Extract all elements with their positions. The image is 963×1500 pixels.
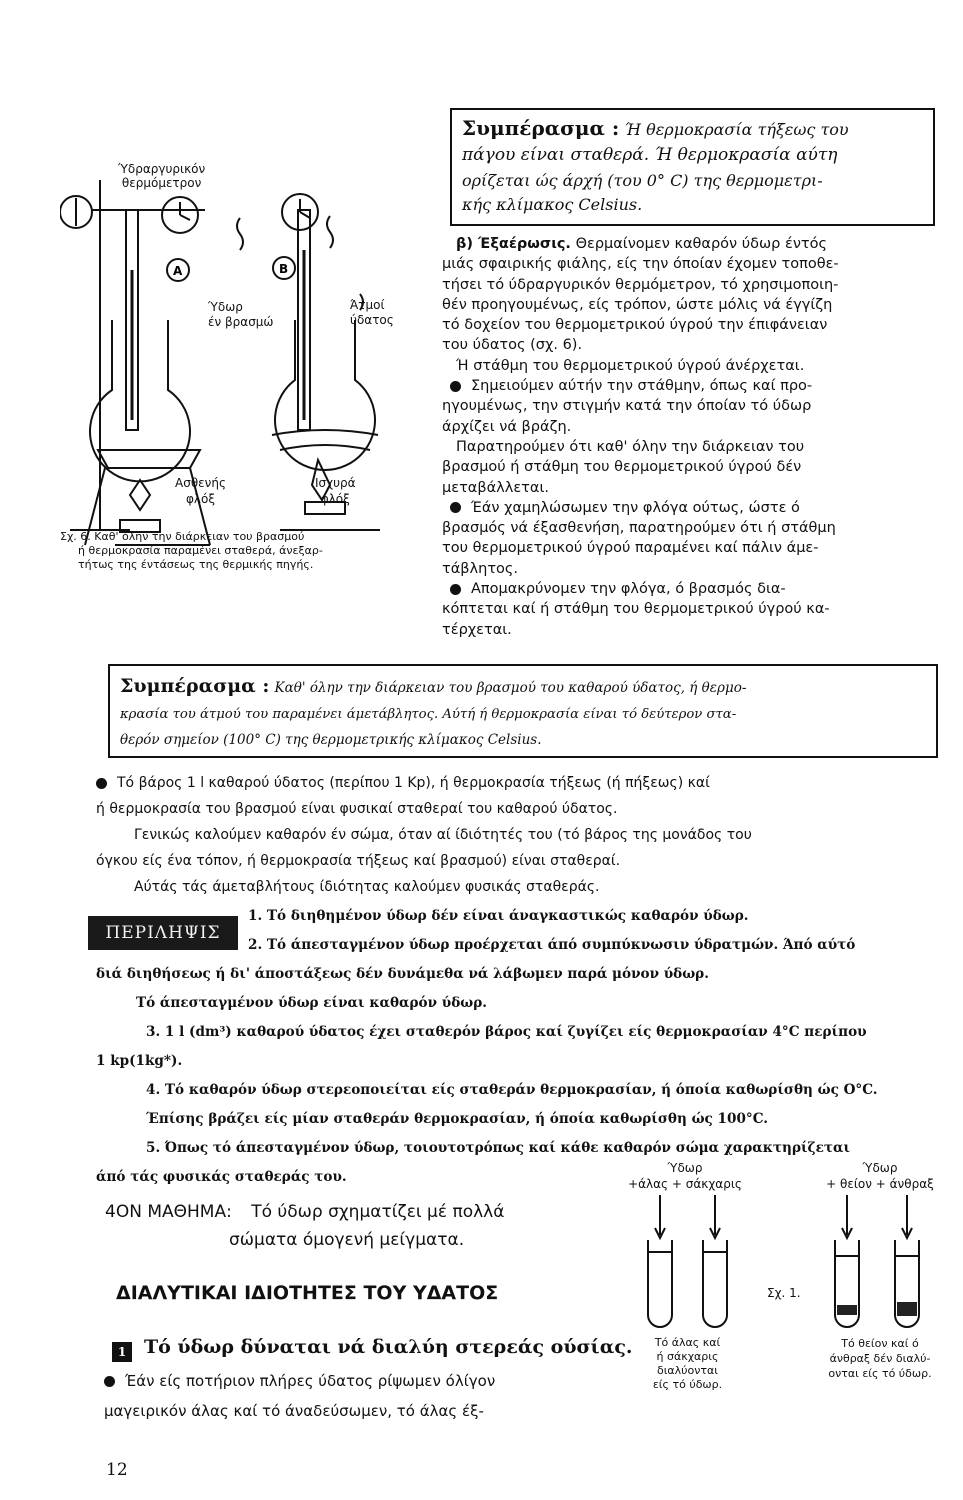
paragraph-line: Σημειούμεν αύτήν την στάθμην, όπως καί προ- [471,378,813,395]
paragraph-line: βρασμός νά έξασθενήση, παρατηρούμεν ότι ή στάθμη [442,520,836,537]
paragraph-line: Έάν είς ποτήριον πλήρες ύδατος ρίψωμεν όλίγον [125,1372,496,1390]
paragraph-line: Ή στάθμη του θερμομετρικού ύγρού άνέρχεται. [456,357,805,374]
paragraph-line: Γενικώς καλούμεν καθαρόν έν σώμα, όταν αί ίδιότητές του (τό βάρος της μονάδος του [134,827,752,843]
section-number-box: 1 [112,1342,132,1362]
lesson-text: Τό ύδωρ σχηματίζει μέ πολλά [251,1202,505,1222]
paragraph-line: τάβλητος. [442,560,519,577]
bullet-icon [96,778,107,789]
paragraph-line: μαγειρικόν άλας καί τό άναδεύσωμεν, τό άλας έξ- [104,1402,484,1420]
lesson-heading [105,1198,504,1254]
paragraph-line: ή θερμοκρασία του βρασμού είναι φυσικαί σταθεραί του καθαρού ύδατος. [96,801,618,817]
section-heading: β) Έξαέρωσις. [456,236,571,252]
label-steam: Άτμοί ύδατος [350,298,394,327]
subsection-title-text: Τό ύδωρ δύναται νά διαλύη στερεάς ούσίας. [144,1336,633,1358]
paragraph-line: του ύδατος (σχ. 6). [442,337,583,354]
evaporation-section [442,234,942,640]
conclusion-text: θερόν σημείον (100° C) της θερμομετρικής κλίμακος Celsius. [120,732,542,748]
paragraph-line: μεταβάλλεται. [442,479,549,496]
paragraph-line: Έάν χαμηλώσωμεν την φλόγα ούτως, ώστε ό [471,499,800,516]
summary-item: 5. Όπως τό άπεσταγμένον ύδωρ, τοιουτοτρόπως καί κάθε καθαρόν σώμα χαρακτηρίζεται [146,1140,851,1156]
conclusion-text: πάγου είναι σταθερά. Ή θερμοκρασία αύτη [462,145,838,165]
bullet-icon [450,584,461,595]
summary-item: 2. Τό άπεσταγμένον ύδωρ προέρχεται άπό συμπύκνωσιν ύδρατμών. Άπό αύτό [248,937,856,953]
section-title: ΔΙΑΛΥΤΙΚΑΙ ΙΔΙΟΤΗΤΕΣ ΤΟΥ ΥΔΑΤΟΣ [116,1282,499,1304]
paragraph-line: τήσει τό ύδραργυρικόν θερμόμετρον, τό χρησιμοποιη- [442,276,839,293]
summary-section [96,902,951,1192]
figure-6 [60,150,440,600]
left-tubes-caption: Τό άλας καί ή σάκχαρις διαλύονται είς τό ύδωρ. [652,1336,723,1391]
lesson-body [104,1366,495,1426]
lesson-number: 4ΟΝ ΜΑΘΗΜΑ: [105,1202,232,1222]
paragraph-line: μιάς σφαιρικής φιάλης, είς την όποίαν έχομεν τοποθε- [442,256,839,273]
subsection-title [112,1336,633,1362]
paragraph-line: βρασμού ή στάθμη του θερμομετρικού ύγρού δέν [442,459,802,476]
summary-item: 3. 1 l (dm³) καθαρού ύδατος έχει σταθερόν βάρος καί ζυγίζει είς θερμοκρασίαν 4°C περίπου [146,1024,867,1040]
figure-1 [615,1160,955,1400]
summary-item: 1 kp(1kg*). [96,1053,183,1069]
summary-item: Τό άπεσταγμένον ύδωρ είναι καθαρόν ύδωρ. [136,995,487,1011]
label-weak-flame: Ασθενής φλόξ [175,476,226,506]
paragraph-line: τό δοχείον του θερμομετρικού ύγρού την έπιφάνειαν [442,317,828,334]
paragraph-line: κόπτεται καί ή στάθμη του θερμομετρικού ύγρού κα- [442,601,830,618]
paragraph-line: Τό βάρος 1 l καθαρού ύδατος (περίπου 1 Kp), ή θερμοκρασία τήξεως (ή πήξεως) καί [117,775,710,791]
left-tubes-label: Ύδωρ +άλας + σάκχαρις [628,1161,742,1191]
right-tubes-caption: Τό θείον καί ό άνθραξ δέν διαλύ- ονται είς τό ύδωρ. [828,1337,932,1380]
paragraph-line: άρχίζει νά βράζη. [442,418,572,435]
bullet-icon [450,502,461,513]
paragraph-line: Αύτάς τάς άμεταβλήτους ίδιότητας καλούμεν φυσικάς σταθεράς. [134,879,600,895]
test-tube-icon [703,1240,727,1327]
label-boiling-water: Ύδωρ έν βρασμώ [208,300,274,329]
test-tube-icon [648,1240,672,1327]
paragraph-line: όγκου είς ένα τόπον, ή θερμοκρασία τήξεως καί βρασμού) είναι σταθεραί. [96,853,621,869]
figure-1-label: Σχ. 1. [767,1286,801,1300]
summary-item: άπό τάς φυσικάς σταθεράς του. [96,1169,347,1185]
paragraph-line: Θερμαίνομεν καθαρόν ύδωρ έντός [575,236,828,252]
test-tubes-drawing [615,1190,955,1340]
bullet-icon [450,381,461,392]
bullet-icon [104,1376,115,1387]
page-number: 12 [106,1460,128,1480]
conclusion-box-2 [108,664,938,758]
paragraph-line: ηγουμένως, την στιγμήν κατά την όποίαν τό ύδωρ [442,398,812,415]
conclusion-heading: Συμπέρασμα : [462,116,620,140]
conclusion-text: ορίζεται ώς άρχή (του 0° C) της θερμομετρι- [462,171,823,190]
paragraph-line: Απομακρύνομεν την φλόγα, ό βρασμός δια- [471,581,786,598]
lesson-text: σώματα όμογενή μείγματα. [229,1230,465,1250]
marker-a-label: A [173,264,183,278]
summary-item: 4. Τό καθαρόν ύδωρ στερεοποιείται είς σταθεράν θερμοκρασίαν, ή όποία καθωρίσθη ώς O°C. [146,1082,878,1098]
right-tubes-label: Ύδωρ + θείον + άνθραξ [826,1161,934,1191]
summary-item: Έπίσης βράζει είς μίαν σταθεράν θερμοκρασίαν, ή όποία καθωρίσθη ώς 100°C. [146,1111,769,1127]
marker-b-label: B [279,262,289,276]
paragraph-line: τέρχεται. [442,621,512,638]
conclusion-box-1 [450,108,935,226]
paragraph-line: θέν προηγουμένως, είς τρόπον, ώστε μόλις νά έγγίζη [442,296,833,313]
conclusion-heading: Συμπέρασμα : [120,675,270,697]
conclusion-text: κής κλίμακος Celsius. [462,195,643,214]
conclusion-text: Ή θερμοκρασία τήξεως του [624,120,849,139]
conclusion-text: Καθ' όλην την διάρκειαν του βρασμού του καθαρού ύδατος, ή θερμο- [274,680,747,696]
label-strong-flame: Ισχυρά φλόξ [315,476,356,506]
label-thermometer: Ύδραργυρικόν θερμόμετρον [118,162,206,190]
summary-item: διά διηθήσεως ή δι' άποστάξεως δέν δυνάμεθα νά λάβωμεν παρά μόνον ύδωρ. [96,966,709,982]
figure-6-caption: Σχ. 6. Καθ' όλην την διάρκειαν του βρασμού ή θερμοκρασία παραμένει σταθερά, άνεξαρ- τήτως της έντάσεως της θερμικής πηγής. [60,530,323,571]
paragraph-line: του θερμομετρικού ύγρού παραμένει καί πάλιν άμε- [442,540,819,557]
conclusion-text: κρασία του άτμού του παραμένει άμετάβλητος. Αύτή ή θερμοκρασία είναι τό δεύτερον στα- [120,707,737,722]
paragraph-line: Παρατηρούμεν ότι καθ' όλην την διάρκειαν του [456,438,805,455]
constants-paragraph [96,770,946,900]
summary-badge: ΠΕΡΙΛΗΨΙΣ [88,916,238,950]
summary-item: 1. Τό διηθημένον ύδωρ δέν είναι άναγκαστικώς καθαρόν ύδωρ. [248,908,749,924]
